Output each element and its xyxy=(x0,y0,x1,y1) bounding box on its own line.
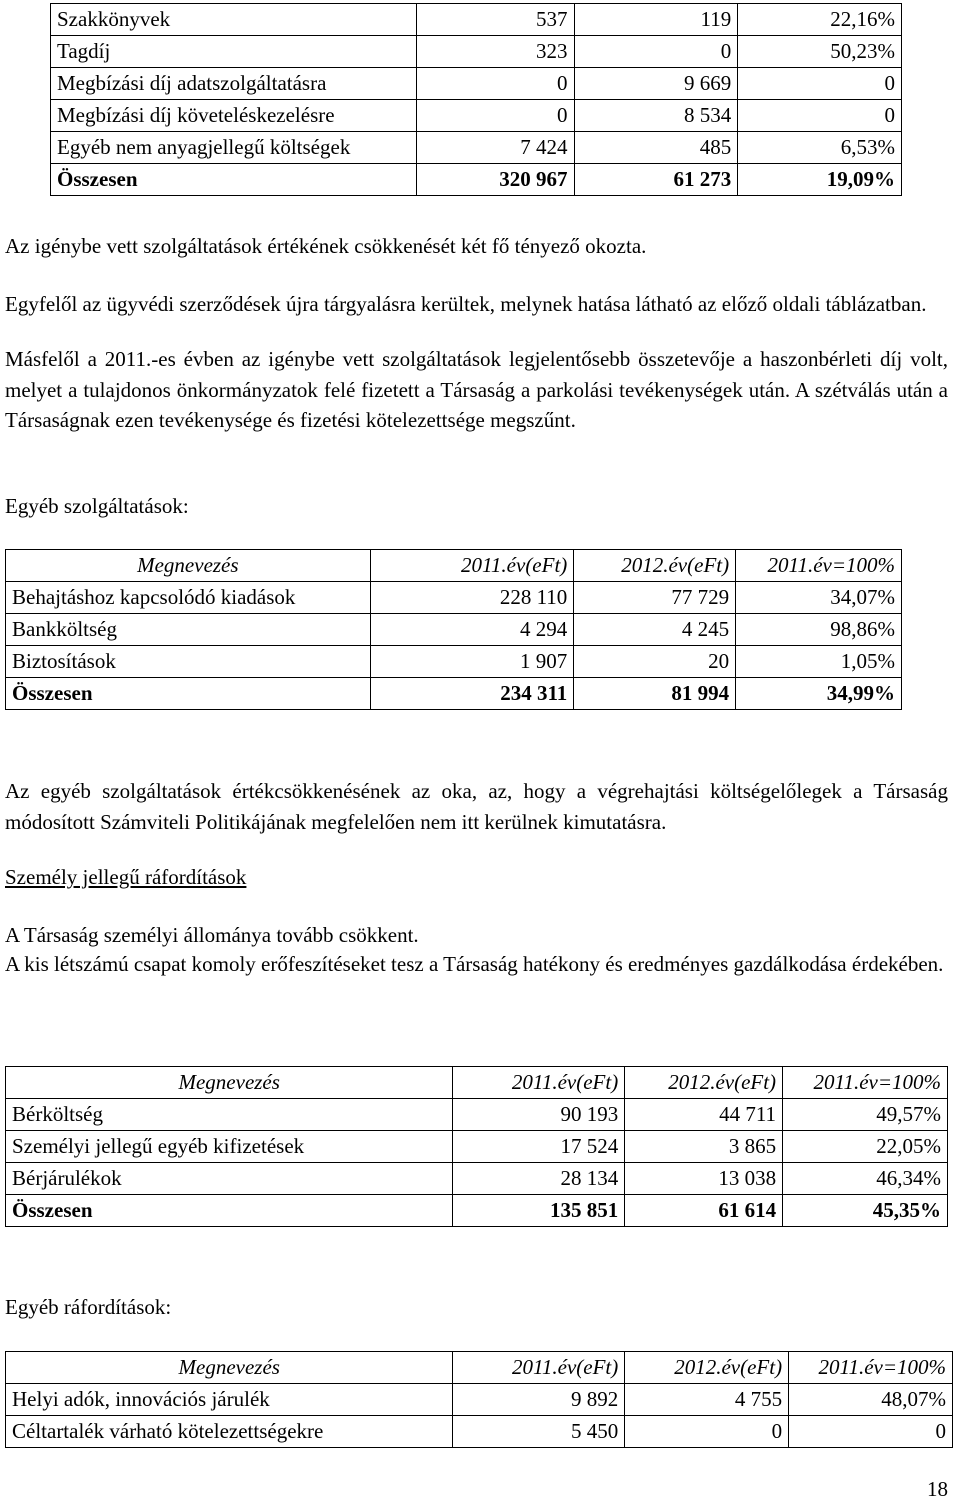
value-pct: 0 xyxy=(789,1416,953,1448)
row-name: Szakkönyvek xyxy=(51,4,417,36)
row-name: Tagdíj xyxy=(51,36,417,68)
table-row xyxy=(51,4,902,36)
table-row xyxy=(6,646,902,678)
services-table xyxy=(50,3,902,196)
table-row xyxy=(6,1099,948,1131)
value-2011: 17 524 xyxy=(453,1131,625,1163)
section-heading-personnel: Személy jellegű ráfordítások xyxy=(5,865,247,889)
value-pct: 22,16% xyxy=(738,4,902,36)
value-pct: 49,57% xyxy=(783,1099,948,1131)
table-row xyxy=(6,1163,948,1195)
row-name: Céltartalék várható kötelezettségekre xyxy=(6,1416,453,1448)
row-name: Bérjárulékok xyxy=(6,1163,453,1195)
value-2012: 61 614 xyxy=(625,1195,783,1227)
paragraph-depreciation: Az egyéb szolgáltatások értékcsökkenésének az oka, az, hogy a végrehajtási költségelőlegek a Társaság módosított Számviteli Politikájának megfelelően nem itt kerülnek kimutatásra. xyxy=(5,779,948,834)
value-pct: 50,23% xyxy=(738,36,902,68)
value-2012: 3 865 xyxy=(625,1131,783,1163)
value-2012: 0 xyxy=(574,36,738,68)
value-pct: 98,86% xyxy=(736,614,902,646)
value-2012: 20 xyxy=(574,646,736,678)
value-pct: 34,99% xyxy=(736,678,902,710)
value-2012: 0 xyxy=(625,1416,789,1448)
value-2011: 135 851 xyxy=(453,1195,625,1227)
header-pct: 2011.év=100% xyxy=(783,1067,948,1099)
value-2012: 8 534 xyxy=(574,100,738,132)
other-expenses-table xyxy=(5,1351,953,1448)
row-name: Összesen xyxy=(6,1195,453,1227)
value-2011: 0 xyxy=(416,100,574,132)
value-2011: 90 193 xyxy=(453,1099,625,1131)
row-name: Összesen xyxy=(6,678,371,710)
value-2011: 5 450 xyxy=(453,1416,625,1448)
value-2011: 7 424 xyxy=(416,132,574,164)
value-2011: 0 xyxy=(416,68,574,100)
row-name: Összesen xyxy=(51,164,417,196)
value-2011: 228 110 xyxy=(370,582,574,614)
paragraph-reasons: Az igénybe vett szolgáltatások értékének csökkenését két fő tényező okozta. xyxy=(5,234,647,258)
row-name: Helyi adók, innovációs járulék xyxy=(6,1384,453,1416)
row-name: Egyéb nem anyagjellegű költségek xyxy=(51,132,417,164)
value-pct: 48,07% xyxy=(789,1384,953,1416)
table-row xyxy=(6,614,902,646)
value-2012: 119 xyxy=(574,4,738,36)
table-row xyxy=(6,582,902,614)
header-2012: 2012.év(eFt) xyxy=(625,1067,783,1099)
value-2012: 485 xyxy=(574,132,738,164)
row-name: Megbízási díj követeléskezelésre xyxy=(51,100,417,132)
value-2012: 4 245 xyxy=(574,614,736,646)
value-pct: 34,07% xyxy=(736,582,902,614)
table-row xyxy=(51,100,902,132)
value-pct: 1,05% xyxy=(736,646,902,678)
section-heading-other-expenses: Egyéb ráfordítások: xyxy=(5,1295,172,1319)
header-2011: 2011.év(eFt) xyxy=(453,1352,625,1384)
header-2011: 2011.év(eFt) xyxy=(453,1067,625,1099)
value-2011: 320 967 xyxy=(416,164,574,196)
total-row xyxy=(6,1195,948,1227)
table-row xyxy=(6,1416,953,1448)
value-2012: 4 755 xyxy=(625,1384,789,1416)
header-pct: 2011.év=100% xyxy=(789,1352,953,1384)
header-name: Megnevezés xyxy=(6,550,371,582)
table-row xyxy=(51,36,902,68)
page-number: 18 xyxy=(927,1477,948,1501)
row-name: Bankköltség xyxy=(6,614,371,646)
header-2012: 2012.év(eFt) xyxy=(625,1352,789,1384)
value-pct: 0 xyxy=(738,68,902,100)
table-header xyxy=(6,1352,953,1384)
personnel-table xyxy=(5,1066,948,1227)
paragraph-staff: A Társaság személyi állománya tovább csökkent. xyxy=(5,923,419,947)
value-pct: 46,34% xyxy=(783,1163,948,1195)
value-2011: 9 892 xyxy=(453,1384,625,1416)
header-name: Megnevezés xyxy=(6,1067,453,1099)
row-name: Személyi jellegű egyéb kifizetések xyxy=(6,1131,453,1163)
paragraph-team: A kis létszámú csapat komoly erőfeszítéseket tesz a Társaság hatékony és eredményes gazdálkodása érdekében. xyxy=(5,952,944,976)
value-2012: 13 038 xyxy=(625,1163,783,1195)
row-name: Biztosítások xyxy=(6,646,371,678)
value-2011: 537 xyxy=(416,4,574,36)
value-2011: 234 311 xyxy=(370,678,574,710)
table-row xyxy=(51,132,902,164)
value-2011: 4 294 xyxy=(370,614,574,646)
row-name: Behajtáshoz kapcsolódó kiadások xyxy=(6,582,371,614)
value-2012: 44 711 xyxy=(625,1099,783,1131)
total-row xyxy=(51,164,902,196)
header-pct: 2011.év=100% xyxy=(736,550,902,582)
value-pct: 6,53% xyxy=(738,132,902,164)
value-2012: 61 273 xyxy=(574,164,738,196)
value-pct: 0 xyxy=(738,100,902,132)
paragraph-contracts: Egyfelől az ügyvédi szerződések újra tárgyalásra kerültek, melynek hatása látható az előző oldali táblázatban. xyxy=(5,292,927,316)
total-row xyxy=(6,678,902,710)
table-row xyxy=(6,1131,948,1163)
header-2011: 2011.év(eFt) xyxy=(370,550,574,582)
value-2011: 323 xyxy=(416,36,574,68)
row-name: Megbízási díj adatszolgáltatásra xyxy=(51,68,417,100)
section-heading-other-services: Egyéb szolgáltatások: xyxy=(5,494,189,518)
table-row xyxy=(6,1384,953,1416)
value-2012: 81 994 xyxy=(574,678,736,710)
value-2012: 9 669 xyxy=(574,68,738,100)
header-2012: 2012.év(eFt) xyxy=(574,550,736,582)
paragraph-lease: Másfelől a 2011.-es évben az igénybe vett szolgáltatások legjelentősebb összetevője a haszonbérleti díj volt, melyet a tulajdonos önkormányzatok felé fizetett a Társaság a parkolási tevékenységek után. A szétválás után a Társaságnak ezen tevékenysége és fizetési kötelezettsége megszűnt. xyxy=(5,347,948,433)
table-header xyxy=(6,1067,948,1099)
value-2012: 77 729 xyxy=(574,582,736,614)
section-heading-personnel-wrap xyxy=(5,862,948,893)
other-services-table xyxy=(5,549,902,710)
header-name: Megnevezés xyxy=(6,1352,453,1384)
table-row xyxy=(51,68,902,100)
value-pct: 22,05% xyxy=(783,1131,948,1163)
value-pct: 19,09% xyxy=(738,164,902,196)
value-2011: 1 907 xyxy=(370,646,574,678)
row-name: Bérköltség xyxy=(6,1099,453,1131)
value-pct: 45,35% xyxy=(783,1195,948,1227)
table-header xyxy=(6,550,902,582)
value-2011: 28 134 xyxy=(453,1163,625,1195)
